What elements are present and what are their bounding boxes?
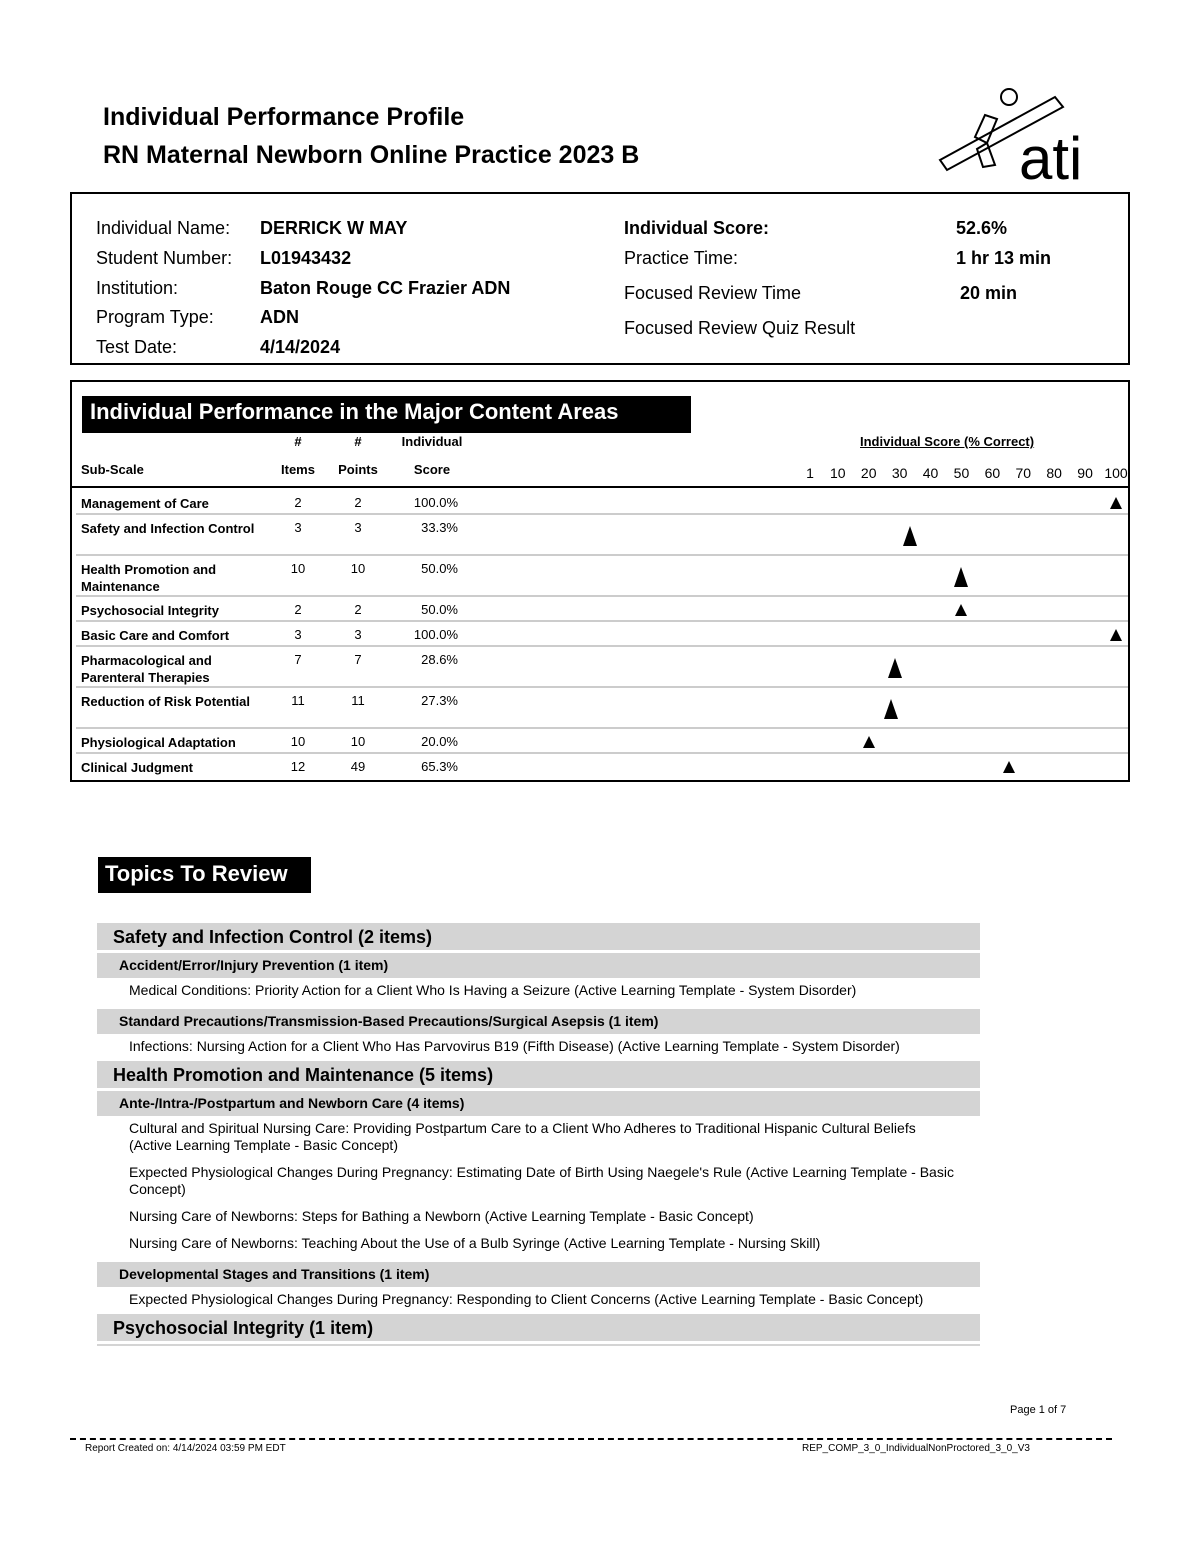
scale-heading: Individual Score (% Correct) xyxy=(860,434,1035,449)
score-marker xyxy=(955,604,967,616)
ati-logo xyxy=(935,85,1110,185)
subscale-name: Physiological Adaptation xyxy=(81,735,236,750)
practice-time: 1 hr 13 min xyxy=(956,248,1052,268)
program-type: ADN xyxy=(260,307,299,327)
score-marker xyxy=(884,699,898,719)
score-value: 65.3% xyxy=(421,759,458,774)
scale-tick: 20 xyxy=(860,465,877,481)
items-count: 12 xyxy=(290,759,306,774)
topic-item: Medical Conditions: Priority Action for a Client Who Is Having a Seizure (Active Learning Template - System Disorder) xyxy=(129,982,857,998)
score-value: 27.3% xyxy=(421,693,458,708)
points-count: 49 xyxy=(350,759,366,774)
subscale-name: Clinical Judgment xyxy=(81,760,193,775)
score-value: 20.0% xyxy=(421,734,458,749)
scale-tick: 60 xyxy=(984,465,1001,481)
score-marker xyxy=(1003,761,1015,773)
scale-tick: 50 xyxy=(953,465,970,481)
row-divider xyxy=(76,554,1128,556)
report-id: REP_COMP_3_0_IndividualNonProctored_3_0_V3 xyxy=(802,1443,1030,1454)
scale-tick: 100 xyxy=(1104,465,1128,481)
performance-table xyxy=(70,380,1130,782)
institution-label: Institution: xyxy=(96,278,179,298)
topic-subcategory: Accident/Error/Injury Prevention (1 item) xyxy=(97,953,980,978)
name-label: Individual Name: xyxy=(96,218,231,238)
points-col-head-top: # xyxy=(354,434,362,449)
scale-tick: 90 xyxy=(1077,465,1093,481)
points-count: 2 xyxy=(354,602,362,617)
practice-time-label: Practice Time: xyxy=(624,248,739,268)
focused-review-quiz-label: Focused Review Quiz Result xyxy=(624,318,856,338)
individual-score-label: Individual Score: xyxy=(624,218,770,238)
scale-tick: 30 xyxy=(891,465,908,481)
scale-tick: 10 xyxy=(830,465,846,481)
row-divider xyxy=(76,620,1128,622)
points-count: 10 xyxy=(350,561,366,576)
header-rule xyxy=(72,486,1128,488)
points-count: 3 xyxy=(354,520,362,535)
items-count: 2 xyxy=(294,602,302,617)
subscale-name: Safety and Infection Control xyxy=(81,521,255,536)
items-count: 10 xyxy=(290,734,306,749)
topics-list xyxy=(97,923,980,1346)
page-title: Individual Performance Profile xyxy=(103,103,465,131)
score-marker xyxy=(1110,497,1122,509)
subscale-name: Pharmacological and Parenteral Therapies xyxy=(81,653,212,685)
page-number: Page 1 of 7 xyxy=(1010,1404,1067,1416)
subscale-name: Basic Care and Comfort xyxy=(81,628,230,643)
test-title: RN Maternal Newborn Online Practice 2023 B xyxy=(103,141,640,169)
items-count: 3 xyxy=(294,627,302,642)
score-value: 28.6% xyxy=(421,652,458,667)
individual-score: 52.6% xyxy=(956,218,1008,238)
items-col-head: Items xyxy=(281,462,315,477)
score-marker xyxy=(903,526,917,546)
topic-item: Expected Physiological Changes During Pregnancy: Estimating Date of Birth Using Naegele's Rule (Active Learning Template - Basic Concept) xyxy=(129,1164,954,1197)
topic-item: Infections: Nursing Action for a Client Who Has Parvovirus B19 (Fifth Disease) (Active Learning Template - System Disorder) xyxy=(129,1038,900,1054)
scale-tick: 1 xyxy=(806,465,814,481)
score-value: 33.3% xyxy=(421,520,458,535)
scale-tick: 40 xyxy=(922,465,939,481)
score-value: 50.0% xyxy=(421,602,458,617)
score-value: 100.0% xyxy=(413,627,458,642)
student-number: L01943432 xyxy=(260,248,352,268)
points-count: 7 xyxy=(354,652,362,667)
row-divider xyxy=(76,752,1128,754)
topic-item: Nursing Care of Newborns: Teaching About the Use of a Bulb Syringe (Active Learning Template - Nursing Skill) xyxy=(129,1235,821,1251)
test-date: 4/14/2024 xyxy=(260,337,341,357)
subscale-name: Reduction of Risk Potential xyxy=(81,694,251,709)
items-count: 2 xyxy=(294,495,302,510)
row-divider xyxy=(76,727,1128,729)
row-divider xyxy=(76,595,1128,597)
score-col-head-top: Individual xyxy=(401,434,463,449)
logo-text: ati xyxy=(1019,125,1083,185)
performance-heading: Individual Performance in the Major Content Areas xyxy=(82,396,691,433)
student-number-label: Student Number: xyxy=(96,248,233,268)
items-count: 7 xyxy=(294,652,302,667)
row-divider xyxy=(76,686,1128,688)
items-count: 3 xyxy=(294,520,302,535)
topic-subcategory: Ante-/Intra-/Postpartum and Newborn Care (4 items) xyxy=(97,1091,980,1116)
topic-item: Cultural and Spiritual Nursing Care: Providing Postpartum Care to a Client Who Adheres to Traditional Hispanic Cultural Beliefs (Active Learning Template - Basic Concept) xyxy=(129,1120,916,1153)
topic-category: Safety and Infection Control (2 items) xyxy=(97,923,980,950)
topic-item: Expected Physiological Changes During Pregnancy: Responding to Client Concerns (Active Learning Template - Basic Concept) xyxy=(129,1291,924,1307)
footer-divider xyxy=(70,1438,1112,1440)
row-divider xyxy=(76,513,1128,515)
topic-subcategory: Developmental Stages and Transitions (1 item) xyxy=(97,1262,980,1287)
points-count: 10 xyxy=(350,734,366,749)
topics-divider xyxy=(97,1344,980,1346)
score-value: 50.0% xyxy=(421,561,458,576)
institution: Baton Rouge CC Frazier ADN xyxy=(260,278,511,298)
subscale-name: Psychosocial Integrity xyxy=(81,603,219,618)
topic-category: Psychosocial Integrity (1 item) xyxy=(97,1314,980,1341)
score-marker xyxy=(954,567,968,587)
score-col-head: Score xyxy=(413,462,451,477)
test-date-label: Test Date: xyxy=(96,337,178,357)
points-count: 11 xyxy=(351,693,365,708)
topic-subcategory: Standard Precautions/Transmission-Based Precautions/Surgical Asepsis (1 item) xyxy=(97,1009,980,1034)
points-count: 3 xyxy=(354,627,362,642)
topic-item: Nursing Care of Newborns: Steps for Bathing a Newborn (Active Learning Template - Basic Concept) xyxy=(129,1208,754,1224)
subscale-name: Health Promotion and Maintenance xyxy=(81,562,217,594)
topics-heading: Topics To Review xyxy=(98,857,311,893)
focused-review-time-label: Focused Review Time xyxy=(624,283,802,303)
subscale-name: Management of Care xyxy=(81,496,209,511)
student-info-box xyxy=(70,192,1130,365)
score-marker xyxy=(888,658,902,678)
items-col-head-top: # xyxy=(294,434,302,449)
points-col-head: Points xyxy=(338,462,378,477)
individual-name: DERRICK W MAY xyxy=(260,218,408,238)
scale-tick: 80 xyxy=(1046,465,1062,481)
scale-tick: 70 xyxy=(1015,465,1032,481)
score-marker xyxy=(863,736,875,748)
points-count: 2 xyxy=(354,495,362,510)
items-count: 11 xyxy=(291,693,305,708)
program-type-label: Program Type: xyxy=(96,307,214,327)
score-value: 100.0% xyxy=(413,495,458,510)
topic-category: Health Promotion and Maintenance (5 items) xyxy=(97,1061,980,1088)
row-divider xyxy=(76,645,1128,647)
report-created: Report Created on: 4/14/2024 03:59 PM EDT xyxy=(85,1443,286,1454)
score-marker xyxy=(1110,629,1122,641)
focused-review-time: 20 min xyxy=(960,283,1018,303)
items-count: 10 xyxy=(290,561,306,576)
subscale-col-head: Sub-Scale xyxy=(81,462,144,477)
